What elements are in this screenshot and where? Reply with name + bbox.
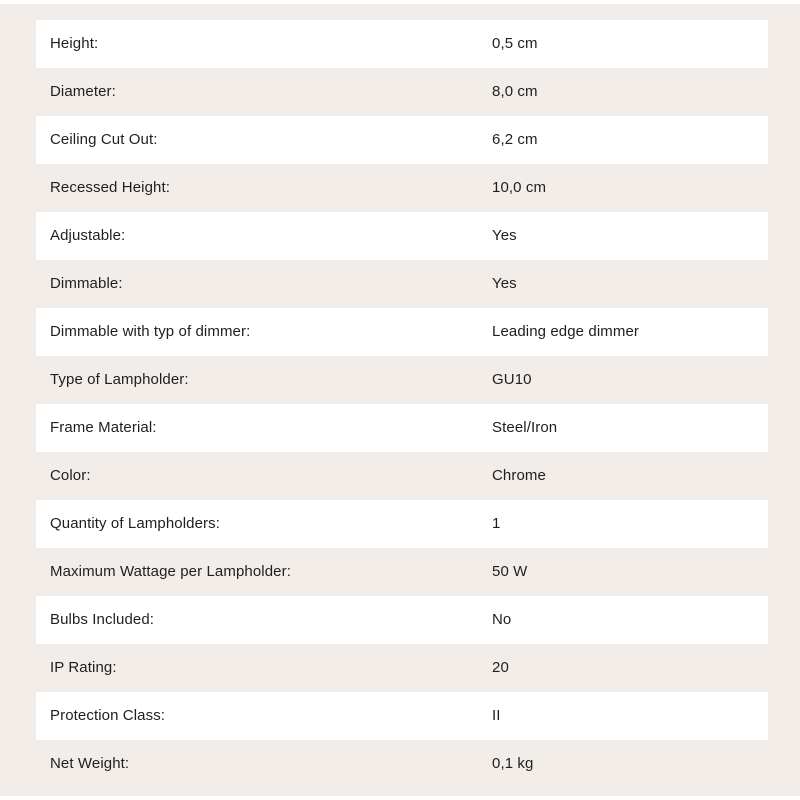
spec-value: 20 — [492, 659, 509, 676]
spec-value: No — [492, 611, 512, 628]
spec-row-net-weight — [36, 740, 768, 788]
spec-label: Recessed Height: — [50, 179, 170, 196]
spec-label: Maximum Wattage per Lampholder: — [50, 563, 291, 580]
spec-row-adjustable — [36, 212, 768, 260]
spec-label: Bulbs Included: — [50, 611, 155, 628]
spec-label: Dimmable with typ of dimmer: — [50, 323, 251, 340]
spec-label: Ceiling Cut Out: — [50, 131, 158, 148]
spec-row-lampholder-type — [36, 356, 768, 404]
spec-value: 6,2 cm — [492, 131, 538, 148]
spec-value: GU10 — [492, 371, 532, 388]
spec-label: Quantity of Lampholders: — [50, 515, 220, 532]
spec-row-ip-rating — [36, 644, 768, 692]
spec-row-protection-class — [36, 692, 768, 740]
spec-value: II — [492, 707, 501, 724]
spec-value: 0,5 cm — [492, 35, 538, 52]
spec-row-lampholder-quantity — [36, 500, 768, 548]
spec-value: Steel/Iron — [492, 419, 558, 436]
spec-row-frame-material — [36, 404, 768, 452]
spec-label: Height: — [50, 35, 99, 52]
spec-value: 8,0 cm — [492, 83, 538, 100]
spec-row-height — [36, 20, 768, 68]
spec-label: Dimmable: — [50, 275, 123, 292]
spec-value: 10,0 cm — [492, 179, 547, 196]
spec-label: Protection Class: — [50, 707, 166, 724]
spec-label: Frame Material: — [50, 419, 157, 436]
spec-row-bulbs-included — [36, 596, 768, 644]
spec-value: 50 W — [492, 563, 528, 580]
spec-row-max-wattage — [36, 548, 768, 596]
spec-label: Net Weight: — [50, 755, 130, 772]
spec-label: IP Rating: — [50, 659, 117, 676]
spec-label: Adjustable: — [50, 227, 126, 244]
spec-label: Diameter: — [50, 83, 116, 100]
spec-value: Leading edge dimmer — [492, 323, 639, 340]
spec-label: Color: — [50, 467, 91, 484]
spec-value: Yes — [492, 227, 517, 244]
spec-row-ceiling-cut-out — [36, 116, 768, 164]
spec-value: Chrome — [492, 467, 546, 484]
spec-value: 1 — [492, 515, 501, 532]
spec-value: 0,1 kg — [492, 755, 534, 772]
spec-panel — [0, 4, 800, 796]
spec-value: Yes — [492, 275, 517, 292]
product-spec-table — [36, 20, 768, 788]
spec-row-dimmable — [36, 260, 768, 308]
spec-row-recessed-height — [36, 164, 768, 212]
spec-label: Type of Lampholder: — [50, 371, 189, 388]
spec-row-dimmer-type — [36, 308, 768, 356]
spec-row-color — [36, 452, 768, 500]
spec-row-diameter — [36, 68, 768, 116]
